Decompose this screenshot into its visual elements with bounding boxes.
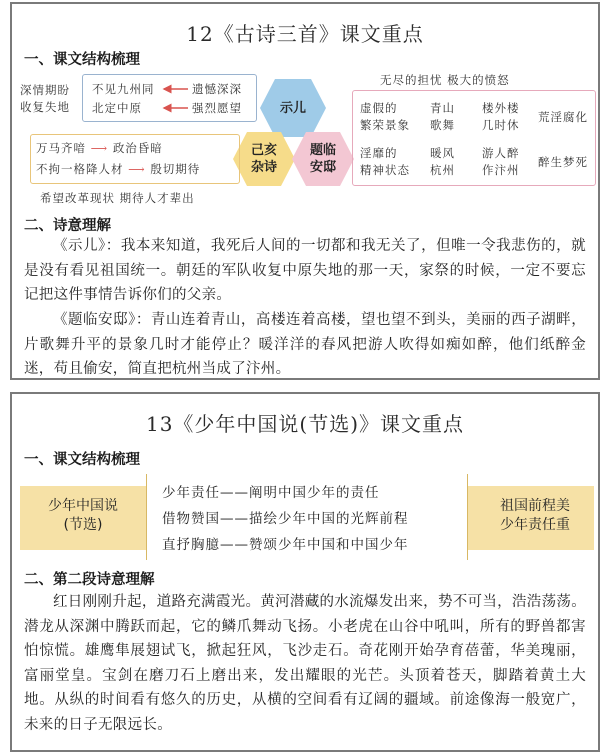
- para-shier: 《示儿》：我本来知道，我死后人间的一切都和我无关了，但唯一令我悲伤的，就是没有看见祖国统一。朝廷的军队收复中原失地的那一天，家祭的时候，一定不要忘记把这件事情告诉你们的父亲。: [24, 238, 586, 303]
- tilin-col1: 虚假的 繁荣景象 淫靡的 精神状态: [360, 101, 410, 177]
- meaning-heading: 二、诗意理解: [24, 218, 111, 234]
- para-shaonian: 红日刚刚升起，道路充满霞光。黄河潜藏的水流爆发出来，势不可当，浩浩荡荡。潜龙从深渊中腾跃而起，它的鳞爪舞动飞扬。小老虎在山谷中吼叫，所有的野兽都害怕惊慌。雄鹰隼展翅试飞，掀起狂风，飞沙走石。奇花刚开始孕育蓓蕾，华美瑰丽，富丽堂皇。宝剑在磨刀石上磨出来，发出耀眼的光芒。头顶着苍天，脚踏着黄土大地。从纵的时间看有悠久的历史，从横的空间看有辽阔的疆域。前途像海一般宽广，未来的日子无限远长。: [24, 594, 586, 733]
- tilin-col3: 楼外楼 几时休 游人醉 作汴州: [482, 101, 520, 177]
- structure-heading-2: 一、课文结构梳理: [24, 452, 140, 468]
- hex-shier-label: 示儿: [279, 101, 306, 116]
- band-left-label: 少年中国说 (节选): [48, 498, 118, 533]
- band-right-label: 祖国前程美 少年责任重: [500, 498, 570, 533]
- hex-tilin-label: 题临 安邸: [309, 143, 336, 175]
- band-item-2: 借物赞国——描绘少年中国的光辉前程: [162, 511, 409, 527]
- para-tilin: 《题临安邸》：青山连着青山，高楼连着高楼，望也望不到头，美丽的西子湖畔，片歌舞升平的景象几时才能停止？暖洋洋的春风把游人吹得如痴如醉，他们纸醉金迷，苟且偷安，简直把杭州当成了汴州。: [24, 312, 586, 377]
- left-top-label: 深情期盼 收复失地: [20, 83, 70, 114]
- structure-heading: 一、课文结构梳理: [24, 52, 140, 68]
- lesson-12-card: [10, 2, 600, 380]
- meaning-heading-2: 二、第二段诗意理解: [24, 572, 155, 588]
- shier-arrows: [160, 82, 190, 116]
- jihai-row-2: 不拘一格降人材 ⟶ 殷切期待: [36, 162, 201, 176]
- tilin-col4: 荒淫腐化 醉生梦死: [538, 110, 588, 169]
- lesson-13-card: [10, 392, 600, 752]
- jihai-row-1: 万马齐喑 ⟶ 政治昏暗: [36, 141, 163, 155]
- hex-jihai-label: 己亥 杂诗: [250, 143, 277, 175]
- lesson-12-title: 12《古诗三首》课文重点: [186, 22, 424, 46]
- tilin-col2: 青山 歌舞 暖风 杭州: [430, 101, 455, 177]
- right-top-label: 无尽的担忧 极大的愤怒: [380, 73, 510, 87]
- shier-col-a: 不见九州同 北定中原: [92, 82, 155, 115]
- band-item-3: 直抒胸臆——赞颂少年中国和中国少年: [162, 537, 409, 553]
- lesson-13-title: 13《少年中国说(节选)》课文重点: [145, 412, 465, 436]
- jihai-bottom-label: 希望改革现状 期待人才辈出: [40, 191, 195, 205]
- band-item-1: 少年责任——阐明中国少年的责任: [162, 485, 380, 501]
- shier-col-b: 遗憾深深 强烈愿望: [192, 82, 242, 115]
